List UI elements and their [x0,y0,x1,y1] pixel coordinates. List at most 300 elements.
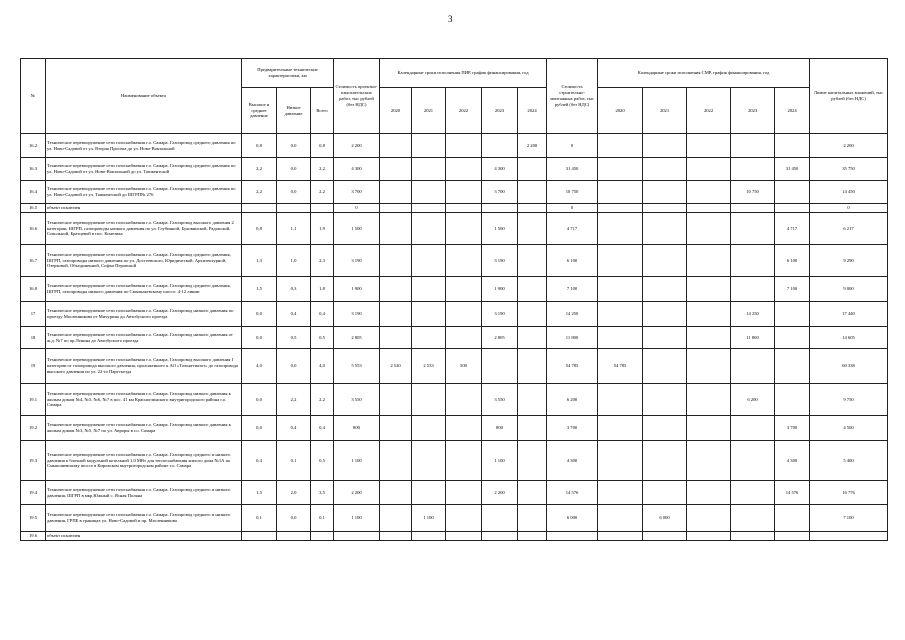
header-smr-year-2022: 2022 [687,88,731,134]
row-pir-2020 [380,532,412,541]
row-pir-cost: 1 100 [334,505,380,532]
row-high-medium-km: 1,5 [242,277,277,302]
row-smr-2020 [598,204,643,213]
row-smr-cost: 31 450 [547,158,598,181]
row-smr-2022 [687,277,731,302]
row-smr-2024: 6 100 [775,245,810,277]
row-smr-2023 [731,532,775,541]
row-pir-cost: 3 190 [334,245,380,277]
row-low-km: 0,0 [277,505,311,532]
table-row [21,327,888,349]
row-pir-2020 [380,134,412,158]
row-smr-2021 [643,327,687,349]
row-smr-cost: 6 200 [547,384,598,416]
row-smr-2024: 3 700 [775,416,810,441]
row-smr-2022 [687,532,731,541]
table-row [21,213,888,245]
row-smr-2020 [598,181,643,204]
table-row [21,245,888,277]
table-row [21,532,888,541]
row-pir-2024 [518,277,547,302]
row-smr-cost: 0 [547,204,598,213]
row-smr-2020 [598,277,643,302]
row-total-km: 0,5 [311,441,334,481]
row-object-name: Техническое перевооружение сети газоснабжения г.о. Самара. Газопровод среднего давления, ШГРП, газопроводы низкого давления по ул. Достоевского, Юридической, Архитектурной, Озерковой, Объединенной, Софьи Перовской [46,245,242,277]
row-total-km: 0,1 [311,505,334,532]
row-smr-2023 [731,505,775,532]
header-number: № [21,59,46,134]
row-pir-2024 [518,327,547,349]
row-smr-2023 [731,134,775,158]
row-high-medium-km [242,204,277,213]
row-smr-2021: 6 000 [643,505,687,532]
row-pir-2024 [518,213,547,245]
row-smr-2023 [731,204,775,213]
row-pir-2020: 2 520 [380,349,412,384]
row-smr-cost: 4 717 [547,213,598,245]
row-pir-2021 [412,532,446,541]
table-row [21,277,888,302]
row-low-km: 1,1 [277,213,311,245]
row-pir-2023: 3 190 [482,245,518,277]
row-pir-2021 [412,134,446,158]
row-smr-2020: 54 785 [598,349,643,384]
row-smr-2021 [643,204,687,213]
row-high-medium-km: 2,2 [242,181,277,204]
row-capital-limit: 17 440 [810,302,888,327]
row-pir-2024 [518,505,547,532]
row-number: 16.7 [21,245,46,277]
row-smr-2024 [775,134,810,158]
row-number: 19.3 [21,441,46,481]
row-pir-cost: 2 200 [334,134,380,158]
row-pir-2023: 3 190 [482,302,518,327]
row-low-km: 0,4 [277,416,311,441]
row-pir-2024: 2 200 [518,134,547,158]
row-smr-2024: 4 300 [775,441,810,481]
row-smr-2024 [775,204,810,213]
row-pir-2021 [412,204,446,213]
row-smr-2020 [598,134,643,158]
row-pir-cost: 800 [334,416,380,441]
table-row [21,441,888,481]
row-smr-2024: 7 100 [775,277,810,302]
row-low-km: 0,4 [277,302,311,327]
row-smr-2020 [598,384,643,416]
row-smr-2021 [643,441,687,481]
row-pir-2023: 4 300 [482,158,518,181]
row-smr-2023 [731,349,775,384]
row-smr-2021 [643,134,687,158]
table-row [21,505,888,532]
header-tech-characteristics: Предварительные технические характеристики, км [242,59,334,88]
row-pir-2024 [518,481,547,505]
row-smr-2022 [687,441,731,481]
header-pir-cost: Стоимость проектно-изыскательских работ, тыс рублей (без НДС) [334,59,380,134]
row-pir-2023: 2 805 [482,327,518,349]
table-row [21,204,888,213]
row-smr-cost [547,532,598,541]
row-smr-cost: 7 100 [547,277,598,302]
row-pir-2020 [380,245,412,277]
row-pir-2022 [446,245,482,277]
row-smr-2022 [687,349,731,384]
row-pir-2022 [446,327,482,349]
row-smr-2022 [687,302,731,327]
header-total-length: Всего [311,88,334,134]
row-object-name: Техническое перевооружение сети газоснабжения г.о. Самара. Газопровод высокого давления I категории от газопровода высокого давления, проложенного к АО «Тольяттиазот» до газопровода высокого давления по ул. 22-го Партсъезда [46,349,242,384]
row-pir-2024 [518,302,547,327]
row-smr-2023 [731,481,775,505]
row-number: 19.2 [21,416,46,441]
row-pir-2021 [412,384,446,416]
header-smr-year-2024: 2024 [775,88,810,134]
row-pir-2022 [446,384,482,416]
row-smr-2020 [598,505,643,532]
investment-table [20,58,888,541]
row-object-name: Техническое перевооружение сети газоснабжения г.о. Самара. Газопровод среднего давления по ул. Ново-Садовой от ул. Ташкентской до ШГРП№ 276 [46,181,242,204]
row-capital-limit: 14 450 [810,181,888,204]
row-pir-2022 [446,416,482,441]
row-smr-2020 [598,213,643,245]
row-total-km: 3,5 [311,481,334,505]
row-smr-2023 [731,158,775,181]
header-smr-year-2021: 2021 [643,88,687,134]
row-pir-2024 [518,384,547,416]
row-smr-2023: 6 200 [731,384,775,416]
row-pir-2021 [412,245,446,277]
row-pir-2021 [412,213,446,245]
row-total-km: 4,0 [311,349,334,384]
row-smr-cost: 14 250 [547,302,598,327]
row-number: 18 [21,327,46,349]
row-smr-2021 [643,349,687,384]
row-pir-2023 [482,204,518,213]
row-low-km: 0,0 [277,134,311,158]
row-high-medium-km: 1,3 [242,245,277,277]
row-object-name: Техническое перевооружение сети газоснабжения г.о. Самара. Газопровод среднего и низкого давления к блочной модульной котельной 1,0 МВт для теплоснабжения жилого дома №1А по Смышляевскому шоссе в Кировском внутригородском районе г.о. Самара [46,441,242,481]
row-number: 16.8 [21,277,46,302]
row-total-km: 2,2 [311,181,334,204]
row-smr-2023: 14 250 [731,302,775,327]
row-number: 16.5 [21,204,46,213]
row-pir-2023: 1 500 [482,213,518,245]
header-smr-year-2023: 2023 [731,88,775,134]
row-capital-limit: 7 100 [810,505,888,532]
row-smr-2021 [643,277,687,302]
row-object-name: Техническое перевооружение сети газоснабжения г.о. Самара. Газопровод высокого давления 2 категории, ШГРП, газопроводы низкого давления по ул. Глубинной, Буковинской, Радонской, Сокольной, Братцевой в пос. Конезика [46,213,242,245]
row-capital-limit: 9 750 [810,384,888,416]
row-pir-2020 [380,441,412,481]
row-number: 16.4 [21,181,46,204]
row-pir-2021 [412,327,446,349]
row-pir-2022 [446,213,482,245]
row-pir-cost: 2 200 [334,481,380,505]
row-pir-2023 [482,532,518,541]
row-smr-cost: 6 000 [547,505,598,532]
row-pir-2023: 1 900 [482,277,518,302]
row-number: 19.1 [21,384,46,416]
row-smr-2022 [687,505,731,532]
row-smr-2021 [643,158,687,181]
row-pir-cost: 3 190 [334,302,380,327]
row-high-medium-km: 0,0 [242,327,277,349]
row-object-name: Техническое перевооружение сети газоснабжения г.о. Самара. Газопровод среднего давления по ул. Ново-Садовой от ул. Ново-Вокзальной до ул. Ташкентской [46,158,242,181]
row-pir-2020 [380,158,412,181]
row-low-km [277,532,311,541]
row-low-km [277,204,311,213]
row-high-medium-km: 2,2 [242,158,277,181]
row-low-km: 0,5 [277,327,311,349]
row-pir-2024 [518,204,547,213]
row-smr-2021 [643,181,687,204]
row-pir-2022 [446,277,482,302]
row-pir-2024 [518,181,547,204]
row-pir-2021 [412,416,446,441]
row-smr-2021 [643,302,687,327]
row-object-name: Техническое перевооружение сети газоснабжения г.о. Самара. Газопровод среднего давления по ул. Ново-Садовой от ул. Вторая Просека до ул. Ново-Вокзальной [46,134,242,158]
row-smr-2023 [731,416,775,441]
table-row [21,416,888,441]
row-smr-2022 [687,181,731,204]
row-smr-2020 [598,416,643,441]
row-high-medium-km: 0,0 [242,416,277,441]
row-smr-2020 [598,441,643,481]
row-pir-2022 [446,302,482,327]
row-smr-2024: 4 717 [775,213,810,245]
row-pir-2021 [412,481,446,505]
row-number: 16.3 [21,158,46,181]
row-pir-2021 [412,441,446,481]
header-capital-limit: Лимит капитальных вложений, тыс рублей (без НДС) [810,59,888,134]
row-smr-2024: 14 576 [775,481,810,505]
row-pir-cost: 2 805 [334,327,380,349]
row-smr-cost: 0 [547,134,598,158]
row-capital-limit: 5 400 [810,441,888,481]
table-row [21,481,888,505]
row-smr-2022 [687,204,731,213]
row-pir-2024 [518,158,547,181]
row-smr-2024 [775,384,810,416]
row-pir-2021: 1 100 [412,505,446,532]
row-object-name: Техническое перевооружение сети газоснабжения г.о. Самара. Газопровод низкого давления к жилым домам №3, №5, №7 по ул. Авроры в г.о. Самара [46,416,242,441]
row-smr-2023 [731,245,775,277]
row-pir-2024 [518,441,547,481]
row-smr-2023 [731,441,775,481]
row-capital-limit: 6 217 [810,213,888,245]
header-pir-year-2023: 2023 [482,88,518,134]
row-pir-2023: 3 550 [482,384,518,416]
row-smr-cost: 6 100 [547,245,598,277]
row-pir-2020 [380,213,412,245]
row-pir-cost: 1 500 [334,213,380,245]
row-smr-2024 [775,532,810,541]
row-total-km [311,204,334,213]
header-pir-year-2024: 2024 [518,88,547,134]
row-smr-2022 [687,245,731,277]
row-pir-2022 [446,532,482,541]
row-smr-2020 [598,481,643,505]
row-pir-2022 [446,481,482,505]
header-smr-year-2020: 2020 [598,88,643,134]
row-total-km: 0,4 [311,416,334,441]
row-pir-2022: 500 [446,349,482,384]
row-capital-limit: 14 605 [810,327,888,349]
row-smr-2024 [775,302,810,327]
row-high-medium-km: 0,8 [242,213,277,245]
row-capital-limit: 35 750 [810,158,888,181]
row-pir-2020 [380,302,412,327]
page-number: 3 [448,14,453,24]
header-low-pressure: Низкое давление [277,88,311,134]
row-pir-2022 [446,204,482,213]
row-capital-limit: 16 776 [810,481,888,505]
row-object-name: Техническое перевооружение сети газоснабжения г.о. Самара. Газопровод низкого давления по проезду Масленникова от Мичурина до Автобусного проезда [46,302,242,327]
row-pir-2021: 2 533 [412,349,446,384]
row-number: 16.2 [21,134,46,158]
row-total-km [311,532,334,541]
row-object-name: объект исключен [46,204,242,213]
row-pir-2023: 2 200 [482,481,518,505]
table-row [21,134,888,158]
row-smr-2021 [643,532,687,541]
row-smr-2022 [687,158,731,181]
row-capital-limit: 9 000 [810,277,888,302]
row-smr-2020 [598,327,643,349]
row-smr-2020 [598,302,643,327]
row-smr-2024 [775,181,810,204]
row-low-km: 0,0 [277,158,311,181]
row-capital-limit: 4 500 [810,416,888,441]
table-row [21,158,888,181]
row-pir-2020 [380,505,412,532]
row-pir-cost: 3 550 [334,384,380,416]
header-object-name: Наименование объекта [46,59,242,134]
row-pir-2023: 1 100 [482,441,518,481]
row-pir-2023 [482,505,518,532]
row-pir-2020 [380,384,412,416]
row-pir-2020 [380,327,412,349]
row-high-medium-km: 0,8 [242,134,277,158]
row-object-name: Техническое перевооружение сети газоснабжения г.о. Самара. Газопровод низкого давления к жилым домам №4, №5, №6, №7 в пос. 41 км Красноглинского внутригородского района г.о. Самара [46,384,242,416]
row-smr-2023: 11 800 [731,327,775,349]
row-smr-2024: 31 450 [775,158,810,181]
row-capital-limit: 0 [810,204,888,213]
row-smr-2024 [775,505,810,532]
row-smr-2023: 10 750 [731,181,775,204]
row-pir-cost: 5 553 [334,349,380,384]
row-capital-limit: 2 200 [810,134,888,158]
row-smr-2021 [643,416,687,441]
row-total-km: 2,2 [311,384,334,416]
table-row [21,349,888,384]
row-low-km: 1,0 [277,245,311,277]
row-number: 17 [21,302,46,327]
row-smr-cost: 4 300 [547,441,598,481]
row-pir-2024 [518,416,547,441]
row-number: 19 [21,349,46,384]
row-pir-cost [334,532,380,541]
row-smr-2024 [775,327,810,349]
row-pir-2022 [446,158,482,181]
table-body [21,134,888,541]
row-pir-2021 [412,158,446,181]
row-total-km: 0,4 [311,302,334,327]
table-row [21,384,888,416]
row-high-medium-km: 0,0 [242,302,277,327]
row-pir-2023: 3 700 [482,181,518,204]
row-smr-2021 [643,481,687,505]
header-smr-terms: Календарные сроки исполнения СМР, график финансирования, год [598,59,810,88]
row-pir-2020 [380,481,412,505]
row-smr-cost: 54 785 [547,349,598,384]
row-object-name: объект исключен [46,532,242,541]
row-object-name: Техническое перевооружение сети газоснабжения г.о. Самара. Газопровод низкого давления от ж.д. №7 по пр.Ленина до Автобусного проезда [46,327,242,349]
row-pir-cost: 0 [334,204,380,213]
row-smr-2022 [687,416,731,441]
row-pir-cost: 3 700 [334,181,380,204]
row-low-km: 0,1 [277,441,311,481]
row-high-medium-km: 0,1 [242,505,277,532]
row-total-km: 2,3 [311,245,334,277]
row-smr-cost: 11 800 [547,327,598,349]
row-high-medium-km: 0,0 [242,384,277,416]
row-smr-2020 [598,158,643,181]
row-low-km: 0,0 [277,349,311,384]
row-pir-2024 [518,349,547,384]
row-capital-limit [810,532,888,541]
row-smr-2021 [643,245,687,277]
row-pir-cost: 1 100 [334,441,380,481]
row-smr-2020 [598,245,643,277]
row-capital-limit: 9 290 [810,245,888,277]
row-number: 19.5 [21,505,46,532]
row-pir-2022 [446,134,482,158]
row-total-km: 0,8 [311,134,334,158]
row-pir-2021 [412,277,446,302]
row-pir-2020 [380,204,412,213]
row-pir-2024 [518,245,547,277]
row-high-medium-km: 0,4 [242,441,277,481]
header-pir-year-2020: 2020 [380,88,412,134]
row-pir-2024 [518,532,547,541]
row-high-medium-km: 1,5 [242,481,277,505]
row-capital-limit: 60 338 [810,349,888,384]
row-smr-cost: 3 700 [547,416,598,441]
row-smr-2022 [687,384,731,416]
row-smr-2022 [687,213,731,245]
row-smr-2022 [687,327,731,349]
row-total-km: 2,2 [311,158,334,181]
row-pir-2022 [446,441,482,481]
row-smr-2024 [775,349,810,384]
row-smr-2021 [643,384,687,416]
row-smr-2023 [731,213,775,245]
row-pir-2022 [446,505,482,532]
row-object-name: Техническое перевооружение сети газоснабжения г.о. Самара. Газопровод среднего и низкого давления, ГРПБ в границах ул. Ново-Садовой и пр. Масленникова [46,505,242,532]
row-number: 19.4 [21,481,46,505]
header-smr-cost: Стоимость строительно-монтажных работ, тыс рублей (без НДС) [547,59,598,134]
row-total-km: 1,9 [311,213,334,245]
row-low-km: 0,3 [277,277,311,302]
row-smr-cost: 14 576 [547,481,598,505]
row-smr-2020 [598,532,643,541]
row-pir-cost: 4 300 [334,158,380,181]
row-pir-cost: 1 900 [334,277,380,302]
row-pir-2020 [380,181,412,204]
row-pir-2023 [482,134,518,158]
row-pir-2020 [380,277,412,302]
